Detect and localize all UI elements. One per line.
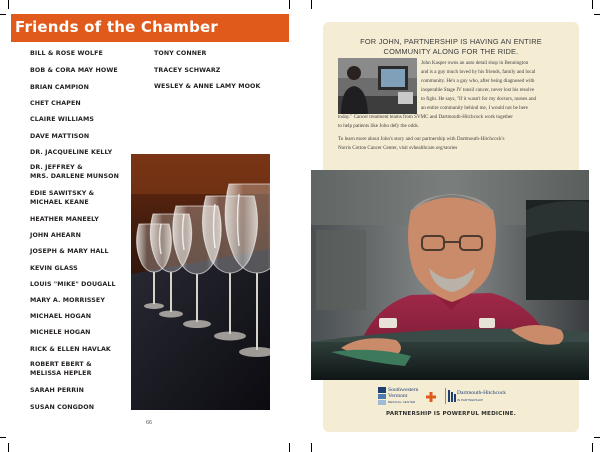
ad-tagline: PARTNERSHIP IS POWERFUL MEDICINE.	[385, 411, 517, 417]
friends-title-bar	[11, 14, 289, 42]
story-line: to help patients like John defy the odds.	[338, 123, 419, 129]
list-item: MARY A. MORRISSEY	[30, 297, 105, 304]
story-line: Norris Cotton Cancer Center, visit svhealthcare.org/stories	[338, 145, 458, 151]
list-item: EDIE SAWITSKY &	[30, 190, 95, 197]
partner-logos	[378, 386, 528, 408]
crop-mark	[289, 443, 290, 452]
list-item: SARAH PERRIN	[30, 387, 85, 394]
list-item: KEVIN GLASS	[30, 265, 78, 272]
john-kasper-photo	[311, 170, 589, 380]
list-item: BILL & ROSE WOLFE	[30, 50, 103, 57]
crop-mark	[592, 0, 593, 9]
story-line: community. He's a guy who, after being diagnosed with	[421, 78, 535, 84]
list-item: MICHELE HOGAN	[30, 329, 91, 336]
story-line: John Kasper owns an auto detail shop in Bennington	[421, 60, 529, 66]
crop-mark	[8, 443, 9, 452]
svmc-logo-icon	[378, 387, 386, 405]
crop-mark	[289, 0, 290, 9]
svmc-logo-line: Vermont	[388, 393, 408, 399]
svmc-logo-subtitle: MEDICAL CENTER	[388, 400, 416, 404]
list-item: ROBERT EBERT &	[30, 361, 92, 368]
story-line: inoperable Stage IV tonsil cancer, never lost his resolve	[421, 87, 535, 93]
logo-divider	[445, 388, 446, 404]
crop-mark	[0, 14, 6, 15]
ad-heading-line: COMMUNITY ALONG FOR THE RIDE.	[383, 47, 519, 56]
crop-mark	[594, 437, 600, 438]
ad-heading	[332, 37, 570, 57]
list-item: JOSEPH & MARY HALL	[30, 248, 109, 255]
page-number: 66	[146, 420, 153, 426]
crop-mark	[311, 0, 312, 9]
list-item: JOHN AHEARN	[30, 232, 81, 239]
list-item: WESLEY & ANNE LAMY MOOK	[154, 83, 261, 90]
crop-mark	[592, 443, 593, 452]
list-item: TRACEY SCHWARZ	[154, 67, 221, 74]
page-title: Friends of the Chamber	[15, 18, 219, 36]
list-item: BRIAN CAMPION	[30, 84, 89, 91]
dartmouth-hitchcock-logo-text: Dartmouth-Hitchcock	[457, 390, 507, 396]
svmc-logo-text	[388, 387, 418, 399]
list-item: MICHAEL HOGAN	[30, 313, 92, 320]
svmc-logo-line: Southwestern	[388, 387, 419, 393]
list-item: DR. JEFFREY &	[30, 164, 83, 171]
crop-mark	[594, 14, 600, 15]
list-item: SUSAN CONGDON	[30, 404, 95, 411]
story-line: To learn more about John's story and our partnership with Dartmouth-Hitchcock's	[338, 136, 505, 142]
story-line: today." Cancer treatment teams from SVMC and Dartmouth-Hitchcock work together	[338, 114, 513, 120]
orange-cross-icon	[426, 392, 436, 402]
list-item: RICK & ELLEN HAVLAK	[30, 346, 111, 353]
list-item: MELISSA HEPLER	[30, 370, 92, 377]
list-item: LOUIS "MIKE" DOUGALL	[30, 281, 116, 288]
dartmouth-hitchcock-logo-subtitle: IN PARTNERSHIP	[457, 398, 484, 402]
list-item: MRS. DARLENE MUNSON	[30, 173, 119, 180]
crop-mark	[8, 0, 9, 9]
story-line: to fight. He says, "If it wasn't for my doctors, nurses and	[421, 96, 537, 102]
story-line: an entire community behind me, I would not be here	[421, 105, 528, 111]
list-item: TONY CONNER	[154, 50, 207, 57]
list-item: DR. JACQUELINE KELLY	[30, 149, 113, 156]
list-item: CLAIRE WILLIAMS	[30, 116, 95, 123]
crop-mark	[311, 443, 312, 452]
story-line: and is a guy much loved by his friends, family and local	[421, 69, 536, 75]
list-item: DAVE MATTISON	[30, 133, 90, 140]
dartmouth-hitchcock-logo-icon	[448, 390, 456, 402]
ad-heading-line: FOR JOHN, PARTNERSHIP IS HAVING AN ENTIRE	[360, 37, 542, 46]
crop-mark	[0, 437, 6, 438]
list-item: CHET CHAPEN	[30, 100, 81, 107]
john-thumbnail-photo	[338, 58, 417, 114]
list-item: HEATHER MANEELY	[30, 216, 99, 223]
list-item: MICHAEL KEANE	[30, 199, 89, 206]
wine-glasses-photo	[131, 154, 270, 410]
list-item: BOB & CORA MAY HOWE	[30, 67, 118, 74]
